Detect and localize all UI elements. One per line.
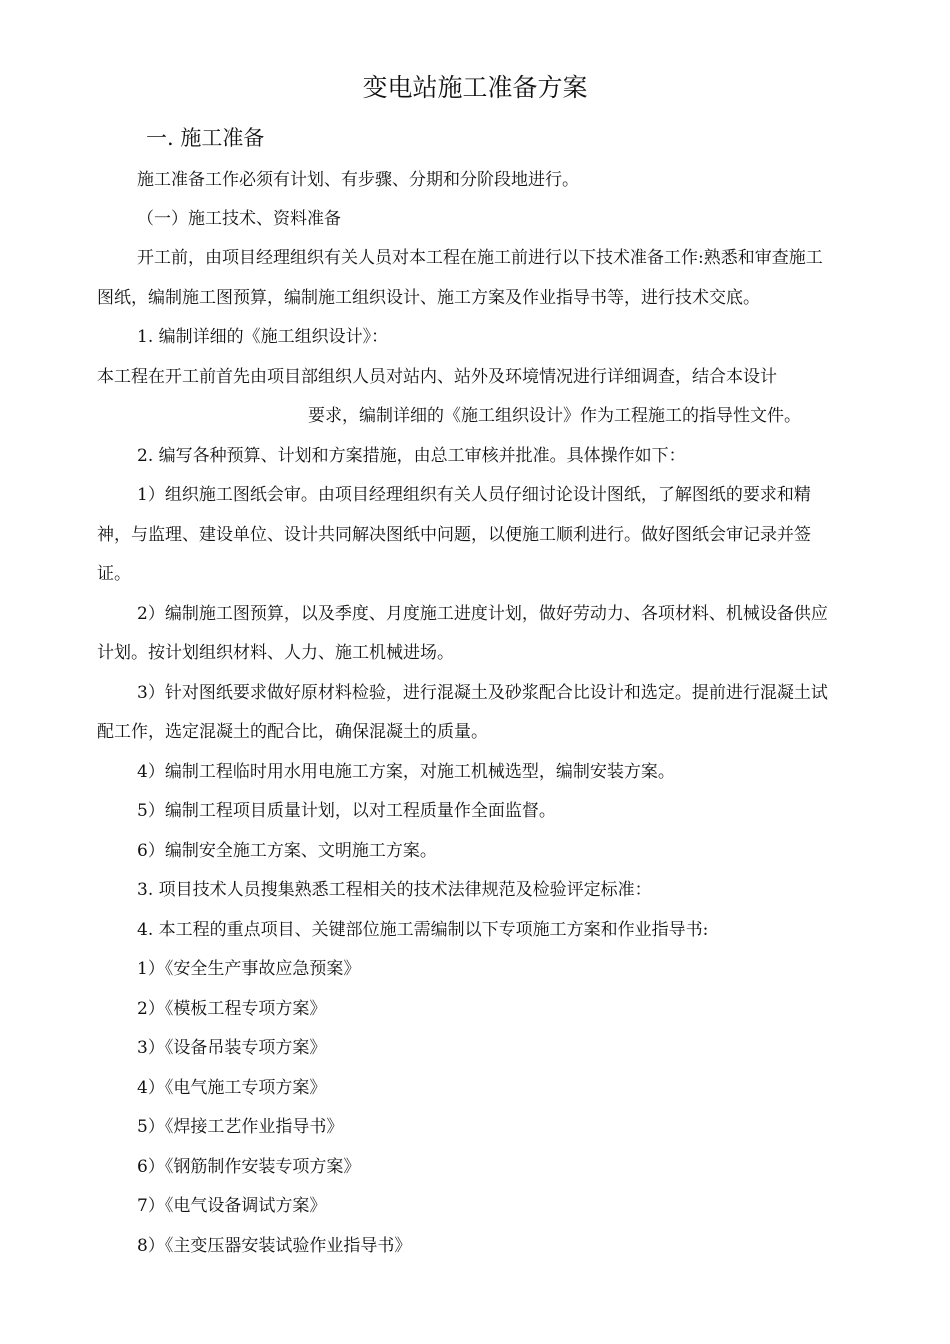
plan-list-item: 6）《钢筋制作安装专项方案》: [137, 1157, 361, 1177]
paragraph-line: 开工前，由项目经理组织有关人员对本工程在施工前进行以下技术准备工作:熟悉和审查施工: [137, 248, 823, 268]
section-heading: 一. 施工准备: [146, 126, 265, 150]
paragraph-line: 证。: [97, 564, 131, 584]
paragraph-line: 6）编制安全施工方案、文明施工方案。: [137, 841, 437, 861]
item-4-label: 4. 本工程的重点项目、关键部位施工需编制以下专项施工方案和作业指导书:: [137, 920, 709, 940]
subsection-heading: （一）施工技术、资料准备: [137, 209, 341, 229]
paragraph-line: 4）编制工程临时用水用电施工方案，对施工机械选型，编制安装方案。: [137, 762, 675, 782]
plan-list-item: 8）《主变压器安装试验作业指导书》: [137, 1236, 412, 1256]
document-title: 变电站施工准备方案: [362, 73, 588, 102]
item-2-label: 2. 编写各种预算、计划和方案措施，由总工审核并批准。具体操作如下：: [137, 446, 686, 466]
intro-paragraph: 施工准备工作必须有计划、有步骤、分期和分阶段地进行。: [137, 170, 579, 190]
paragraph-line: 图纸，编制施工图预算，编制施工组织设计、施工方案及作业指导书等，进行技术交底。: [97, 288, 760, 308]
paragraph-line: 5）编制工程项目质量计划，以对工程质量作全面监督。: [137, 801, 556, 821]
paragraph-line: 2）编制施工图预算，以及季度、月度施工进度计划，做好劳动力、各项材料、机械设备供应: [137, 604, 828, 624]
paragraph-line: 要求，编制详细的《施工组织设计》作为工程施工的指导性文件。: [308, 406, 801, 426]
plan-list-item: 2）《模板工程专项方案》: [137, 999, 327, 1019]
paragraph-line: 3）针对图纸要求做好原材料检验，进行混凝土及砂浆配合比设计和选定。提前进行混凝土试: [137, 683, 828, 703]
paragraph-line: 1）组织施工图纸会审。由项目经理组织有关人员仔细讨论设计图纸，了解图纸的要求和精: [137, 485, 811, 505]
plan-list-item: 4）《电气施工专项方案》: [137, 1078, 327, 1098]
paragraph-line: 计划。按计划组织材料、人力、施工机械进场。: [97, 643, 454, 663]
item-3-label: 3. 项目技术人员搜集熟悉工程相关的技术法律规范及检验评定标准：: [137, 880, 652, 900]
plan-list-item: 5）《焊接工艺作业指导书》: [137, 1117, 344, 1137]
item-1-label: 1. 编制详细的《施工组织设计》：: [137, 327, 389, 347]
plan-list-item: 3）《设备吊装专项方案》: [137, 1038, 327, 1058]
paragraph-line: 神，与监理、建设单位、设计共同解决图纸中问题，以便施工顺利进行。做好图纸会审记录并签: [97, 525, 811, 545]
paragraph-line: 配工作，选定混凝土的配合比，确保混凝土的质量。: [97, 722, 488, 742]
plan-list-item: 1）《安全生产事故应急预案》: [137, 959, 361, 979]
paragraph-line: 本工程在开工前首先由项目部组织人员对站内、站外及环境情况进行详细调查，结合本设计: [97, 367, 777, 387]
plan-list-item: 7）《电气设备调试方案》: [137, 1196, 327, 1216]
